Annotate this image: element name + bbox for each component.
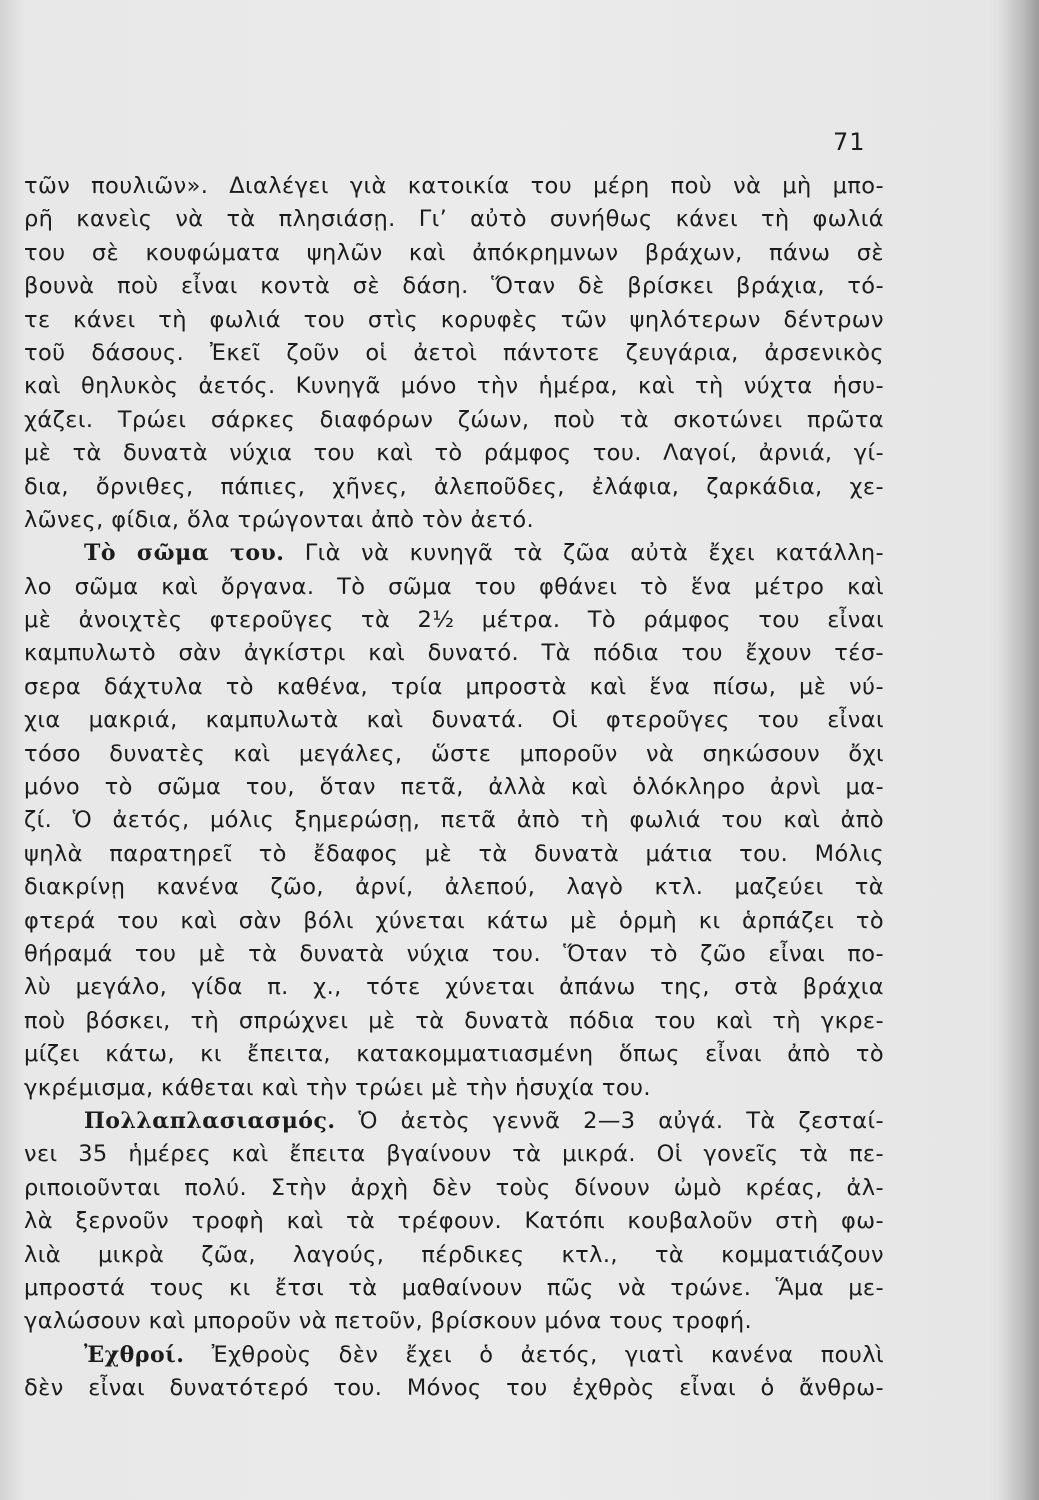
text-line: λὺ μεγάλο, γίδα π. χ., τότε χύνεται ἀπάνω της, στὰ βράχια <box>24 974 884 1001</box>
paragraph-enemies <box>24 1339 884 1406</box>
text-line <box>24 1105 884 1138</box>
text-span: Γιὰ νὰ κυνηγᾶ τὰ ζῶα αὐτὰ ἔχει κατάλλη- <box>304 540 884 567</box>
text-line: γκρέμισμα, κάθεται καὶ τὴν τρώει μὲ τὴν ἡσυχία του. <box>24 1074 651 1101</box>
text-line: μπροστά τους κι ἔτσι τὰ μαθαίνουν πῶς νὰ τρώνε. Ἅμα με- <box>24 1274 884 1301</box>
paragraph-body <box>24 537 884 1105</box>
text-line: θήραμά του μὲ τὰ δυνατὰ νύχια του. Ὅταν τὸ ζῶο εἶναι πο- <box>24 940 884 967</box>
text-span: Ὁ ἀετὸς γεννᾶ 2—3 αὐγά. Τὰ ζεσταί- <box>358 1107 884 1134</box>
text-line <box>24 537 884 570</box>
text-line: ψηλὰ παρατηρεῖ τὸ ἔδαφος μὲ τὰ δυνατὰ μάτια του. Μόλις <box>24 840 884 867</box>
text-line: τῶν πουλιῶν». Διαλέγει γιὰ κατοικία του μέρη ποὺ νὰ μὴ μπο- <box>24 173 884 199</box>
text-line: λιὰ μικρὰ ζῶα, λαγούς, πέρδικες κτλ., τὰ κομματιάζουν <box>24 1241 884 1268</box>
text-body <box>24 170 884 1405</box>
text-line: ρῆ κανεὶς νὰ τὰ πλησιάσῃ. Γι’ αὐτὸ συνήθως κάνει τὴ φωλιά <box>24 206 884 233</box>
text-line: δια, ὄρνιθες, πάπιες, χῆνες, ἀλεποῦδες, ἐλάφια, ζαρκάδια, χε- <box>24 473 884 500</box>
paragraph-intro <box>24 170 884 537</box>
text-line: ριποιοῦνται πολύ. Στὴν ἀρχὴ δὲν τοὺς δίνουν ὠμὸ κρέας, ἀλ- <box>24 1174 884 1201</box>
text-line <box>24 1339 884 1372</box>
section-heading: Πολλαπλασιασμός. <box>84 1107 336 1134</box>
text-span: Ἐχθροὺς δὲν ἔχει ὁ ἀετός, γιατὶ κανένα πουλὶ <box>211 1341 884 1368</box>
text-line: φτερά του καὶ σὰν βόλι χύνεται κάτω μὲ ὁρμὴ κι ἁρπάζει τὸ <box>24 907 884 934</box>
text-line: ποὺ βόσκει, τὴ σπρώχνει μὲ τὰ δυνατὰ πόδια του καὶ τὴ γκρε- <box>24 1007 884 1034</box>
text-line: μὲ τὰ δυνατὰ νύχια του καὶ τὸ ράμφος του. Λαγοί, ἀρνιά, γί- <box>24 440 884 467</box>
text-line: νει 35 ἡμέρες καὶ ἔπειτα βγαίνουν τὰ μικρά. Οἱ γονεῖς τὰ πε- <box>24 1141 884 1168</box>
text-line: τε κάνει τὴ φωλιά του στὶς κορυφὲς τῶν ψηλότερων δέντρων <box>24 306 884 333</box>
text-line: λο σῶμα καὶ ὄργανα. Τὸ σῶμα του φθάνει τὸ ἕνα μέτρο καὶ <box>24 573 884 600</box>
text-line: τοῦ δάσους. Ἐκεῖ ζοῦν οἱ ἀετοὶ πάντοτε ζευγάρια, ἀρσενικὸς <box>24 339 884 366</box>
text-line: λῶνες, φίδια, ὅλα τρώγονται ἀπὸ τὸν ἀετό. <box>24 506 535 533</box>
page-number: 71 <box>833 128 866 156</box>
text-line: γαλώσουν καὶ μποροῦν νὰ πετοῦν, βρίσκουν μόνα τους τροφή. <box>24 1308 753 1335</box>
text-line: του σὲ κουφώματα ψηλῶν καὶ ἀπόκρημνων βράχων, πάνω σὲ <box>24 239 884 266</box>
paragraph-reproduction <box>24 1105 884 1339</box>
text-line: καμπυλωτὸ σὰν ἀγκίστρι καὶ δυνατό. Τὰ πόδια του ἔχουν τέσ- <box>24 640 884 667</box>
text-line: χια μακριά, καμπυλωτὰ καὶ δυνατά. Οἱ φτεροῦγες του εἶναι <box>24 707 884 734</box>
text-line: μὲ ἀνοιχτὲς φτεροῦγες τὰ 2½ μέτρα. Τὸ ράμφος του εἶναι <box>24 607 884 634</box>
text-line: μίζει κάτω, κι ἔπειτα, κατακομματιασμένη ὅπως εἶναι ἀπὸ τὸ <box>24 1041 884 1068</box>
text-line: καὶ θηλυκὸς ἀετός. Κυνηγᾶ μόνο τὴν ἡμέρα, καὶ τὴ νύχτα ἡσυ- <box>24 373 884 400</box>
page-edge-shadow <box>999 0 1039 1500</box>
text-line: σερα δάχτυλα τὸ καθένα, τρία μπροστὰ καὶ ἕνα πίσω, μὲ νύ- <box>24 673 884 700</box>
text-line: τόσο δυνατὲς καὶ μεγάλες, ὥστε μποροῦν νὰ σηκώσουν ὄχι <box>24 740 884 767</box>
text-line: ζί. Ὁ ἀετός, μόλις ξημερώσῃ, πετᾶ ἀπὸ τὴ φωλιά του καὶ ἀπὸ <box>24 807 884 834</box>
section-heading: Τὸ σῶμα του. <box>84 540 285 567</box>
text-line: διακρίνῃ κανένα ζῶο, ἀρνί, ἀλεπού, λαγὸ κτλ. μαζεύει τὰ <box>24 874 884 901</box>
text-line: βουνὰ ποὺ εἶναι κοντὰ σὲ δάση. Ὅταν δὲ βρίσκει βράχια, τό- <box>24 273 884 300</box>
section-heading: Ἐχθροί. <box>84 1341 185 1368</box>
text-line: δὲν εἶναι δυνατότερό του. Μόνος του ἐχθρὸς εἶναι ὁ ἄνθρω- <box>24 1375 884 1402</box>
text-line: μόνο τὸ σῶμα του, ὅταν πετᾶ, ἀλλὰ καὶ ὁλόκληρο ἀρνὶ μα- <box>24 774 884 801</box>
text-line: λὰ ξερνοῦν τροφὴ καὶ τὰ τρέφουν. Κατόπι κουβαλοῦν στὴ φω- <box>24 1208 884 1235</box>
text-line: χάζει. Τρώει σάρκες διαφόρων ζώων, ποὺ τὰ σκοτώνει πρῶτα <box>24 406 884 433</box>
